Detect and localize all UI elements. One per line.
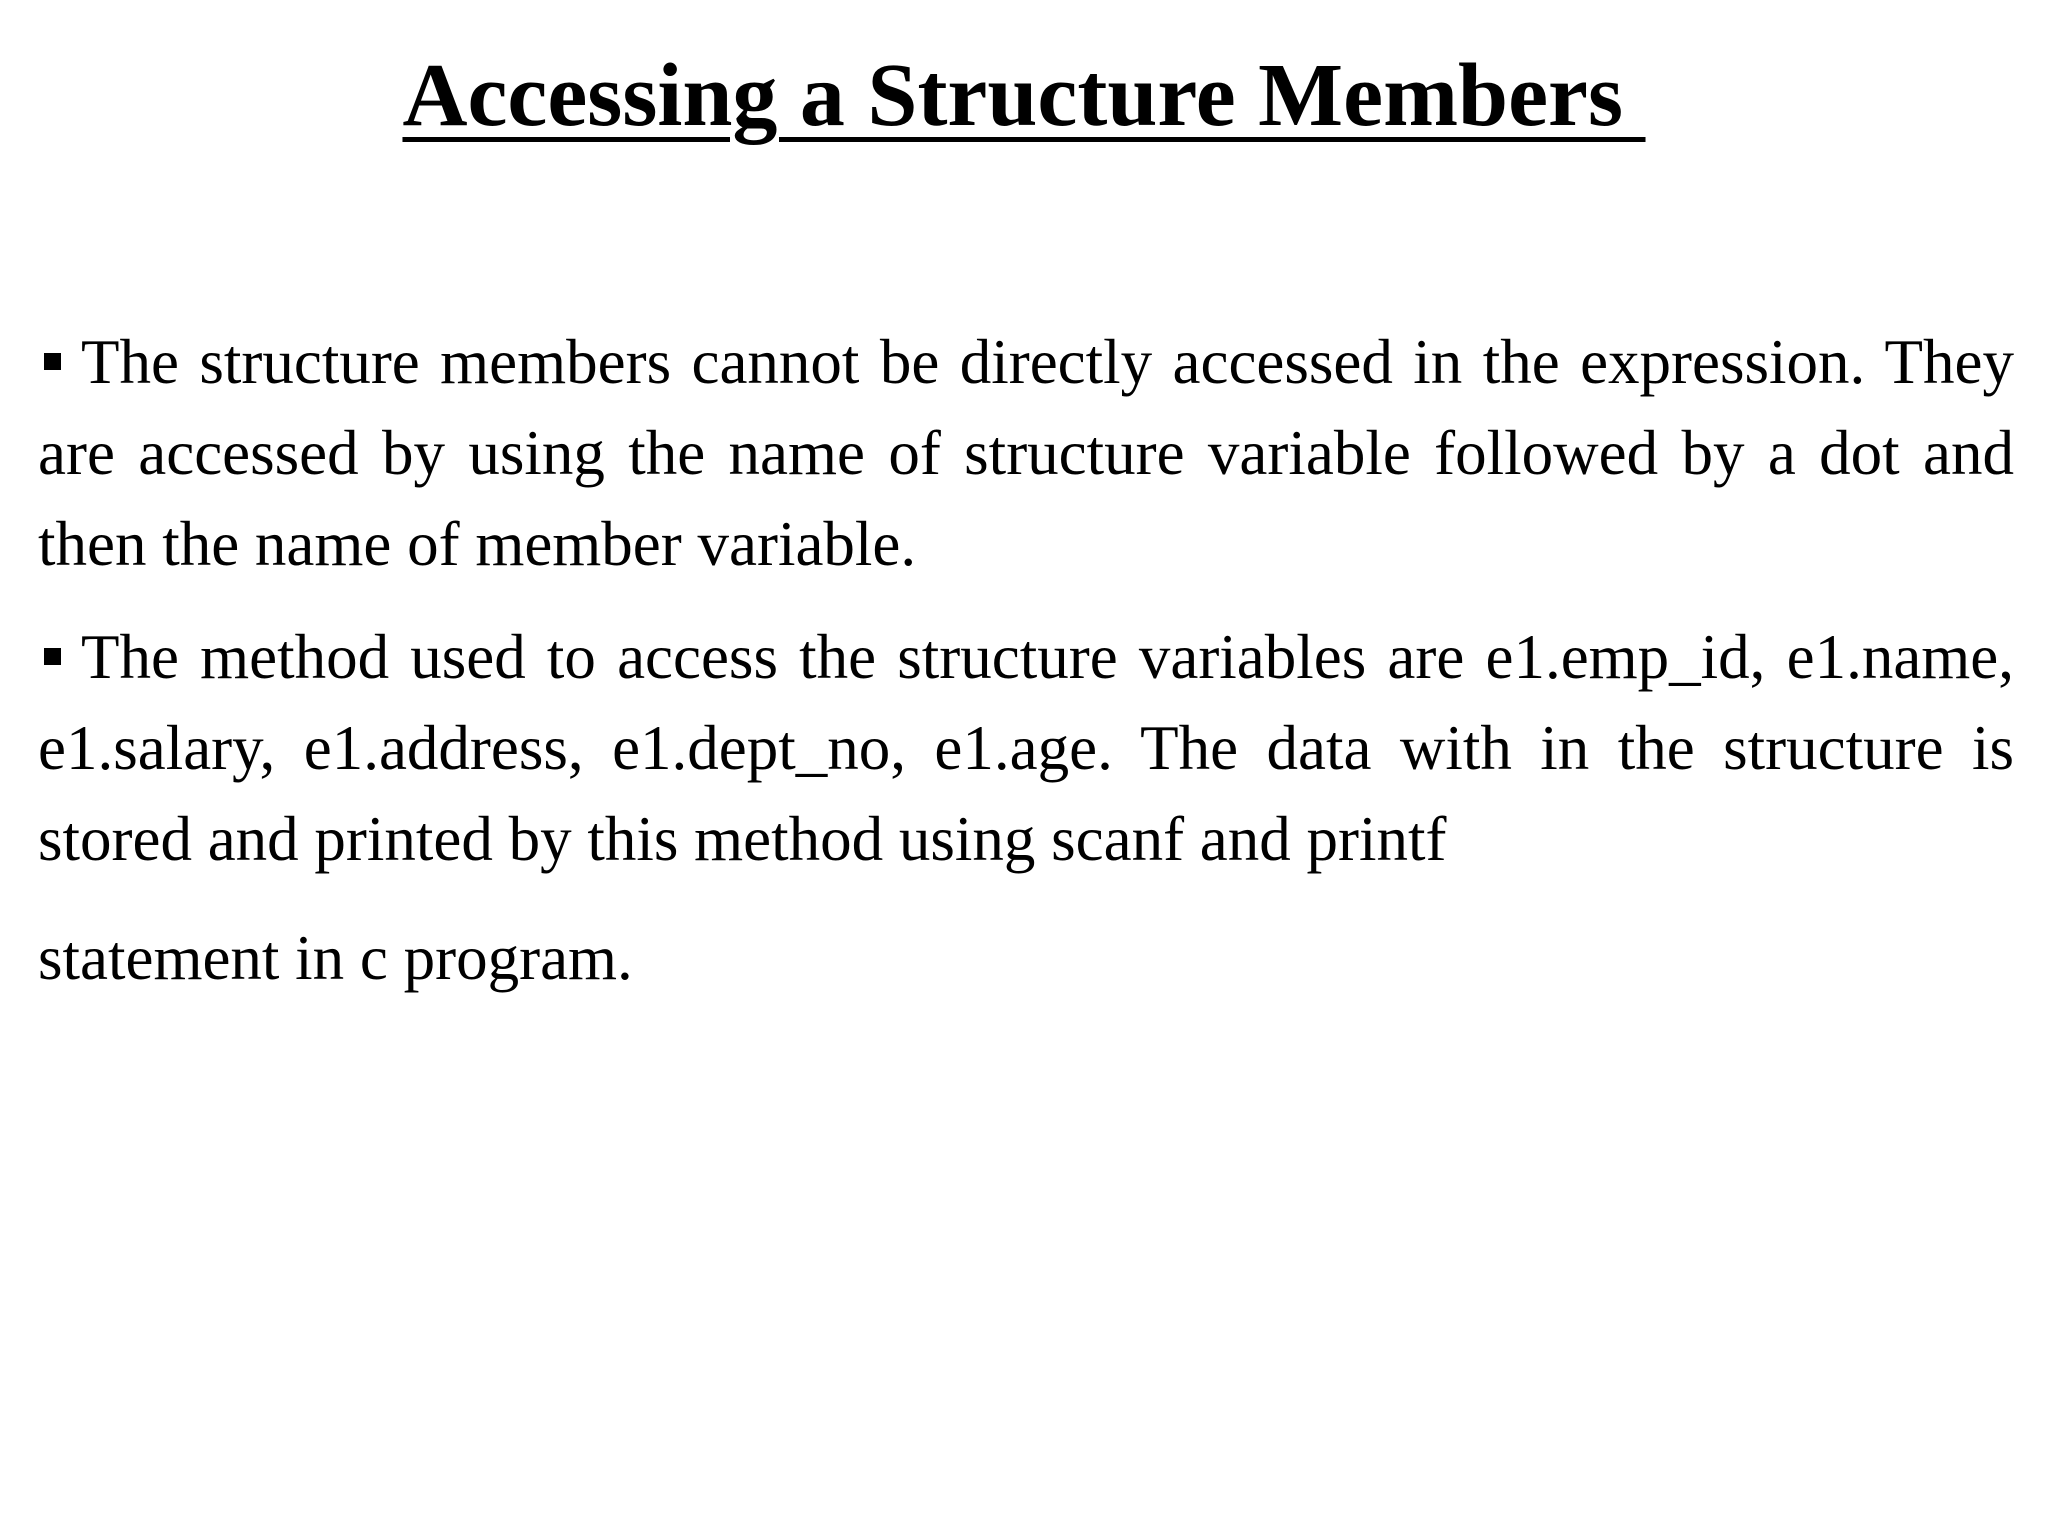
- slide-title: [0, 40, 2048, 152]
- bullet-2-last-line: statement in c program.: [38, 923, 633, 993]
- slide-title-text: Accessing a Structure Members: [402, 46, 1646, 145]
- bullet-paragraph-2: [38, 612, 2014, 1004]
- square-bullet-icon: [44, 648, 61, 665]
- bullet-1-text: The structure members cannot be directly accessed in the expression. They are accessed by using the name of structure variable followed by a dot and then the name of member variable.: [38, 327, 2014, 579]
- square-bullet-icon: [44, 353, 61, 370]
- bullet-2-text: The method used to access the structure variables are e1.emp_id, e1.name, e1.salary, e1.address, e1.dept_no, e1.age. The data with in the structure is stored and printed by this method using scanf and printf: [38, 622, 2014, 874]
- bullet-paragraph-1: [38, 317, 2014, 590]
